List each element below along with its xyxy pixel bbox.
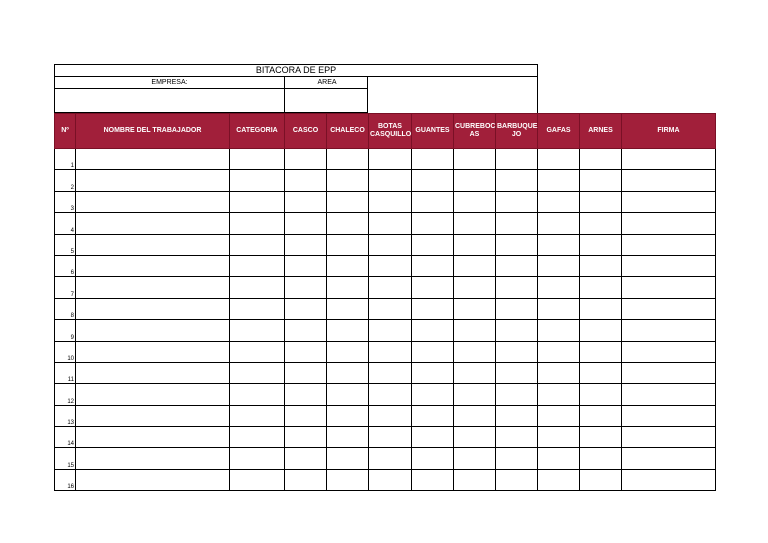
table-cell[interactable] <box>622 213 716 234</box>
row-number: 2 <box>55 170 76 191</box>
column-header: BARBUQUE JO <box>496 114 538 149</box>
table-cell[interactable] <box>622 277 716 298</box>
table-cell[interactable] <box>622 191 716 212</box>
table-cell[interactable] <box>580 277 622 298</box>
table-cell[interactable] <box>454 469 496 490</box>
table-cell[interactable] <box>412 320 454 341</box>
table-cell[interactable] <box>454 255 496 276</box>
table-cell[interactable] <box>327 469 369 490</box>
table-cell[interactable] <box>285 213 327 234</box>
table-cell[interactable] <box>538 255 580 276</box>
table-cell[interactable] <box>327 384 369 405</box>
table-cell[interactable] <box>230 384 285 405</box>
table-cell[interactable] <box>369 320 412 341</box>
table-row <box>55 170 716 191</box>
table-cell[interactable] <box>622 320 716 341</box>
table-cell[interactable] <box>412 427 454 448</box>
table-cell[interactable] <box>327 362 369 383</box>
column-header: NOMBRE DEL TRABAJADOR <box>76 114 230 149</box>
table-row <box>55 255 716 276</box>
table-cell[interactable] <box>580 191 622 212</box>
table-cell[interactable] <box>285 427 327 448</box>
table-cell[interactable] <box>285 341 327 362</box>
row-number: 4 <box>55 213 76 234</box>
table-cell[interactable] <box>369 298 412 319</box>
table-cell[interactable] <box>496 362 538 383</box>
table-cell[interactable] <box>285 191 327 212</box>
table-cell[interactable] <box>369 427 412 448</box>
table-header-row <box>55 114 716 149</box>
table-cell[interactable] <box>285 320 327 341</box>
table-cell[interactable] <box>538 448 580 469</box>
table-cell[interactable] <box>496 448 538 469</box>
table-cell[interactable] <box>412 448 454 469</box>
table-row <box>55 298 716 319</box>
table-cell[interactable] <box>538 362 580 383</box>
table-row <box>55 362 716 383</box>
table-cell[interactable] <box>230 341 285 362</box>
column-header: GAFAS <box>538 114 580 149</box>
table-cell[interactable] <box>412 405 454 426</box>
table-cell[interactable] <box>496 234 538 255</box>
row-number: 3 <box>55 191 76 212</box>
table-cell[interactable] <box>285 170 327 191</box>
row-number: 11 <box>55 362 76 383</box>
table-cell[interactable] <box>230 362 285 383</box>
table-cell[interactable] <box>230 427 285 448</box>
table-cell[interactable] <box>538 469 580 490</box>
table-cell[interactable] <box>412 234 454 255</box>
table-row <box>55 341 716 362</box>
row-number: 15 <box>55 448 76 469</box>
table-cell[interactable] <box>580 384 622 405</box>
table-cell[interactable] <box>454 213 496 234</box>
table-cell[interactable] <box>327 448 369 469</box>
table-cell[interactable] <box>327 298 369 319</box>
table-cell[interactable] <box>580 234 622 255</box>
table-cell[interactable] <box>538 427 580 448</box>
table-cell[interactable] <box>412 170 454 191</box>
column-header: CATEGORIA <box>230 114 285 149</box>
row-number: 12 <box>55 384 76 405</box>
info-section <box>54 77 368 113</box>
epp-log-table <box>54 113 716 491</box>
table-row <box>55 234 716 255</box>
table-cell[interactable] <box>327 255 369 276</box>
table-cell[interactable] <box>496 427 538 448</box>
table-cell[interactable] <box>285 448 327 469</box>
table-cell[interactable] <box>622 234 716 255</box>
table-cell[interactable] <box>76 469 230 490</box>
empresa-label: EMPRESA: <box>151 79 188 86</box>
table-cell[interactable] <box>454 405 496 426</box>
table-cell[interactable] <box>496 298 538 319</box>
area-label: AREA <box>284 77 369 88</box>
table-cell[interactable] <box>454 320 496 341</box>
document-title: BITACORA DE EPP <box>54 64 538 77</box>
table-cell[interactable] <box>369 234 412 255</box>
table-cell[interactable] <box>496 405 538 426</box>
table-cell[interactable] <box>622 405 716 426</box>
table-cell[interactable] <box>496 341 538 362</box>
table-cell[interactable] <box>412 149 454 170</box>
table-cell[interactable] <box>622 448 716 469</box>
table-cell[interactable] <box>285 384 327 405</box>
row-number: 10 <box>55 341 76 362</box>
column-header: CASCO <box>285 114 327 149</box>
row-number: 9 <box>55 320 76 341</box>
table-cell[interactable] <box>454 191 496 212</box>
table-cell[interactable] <box>538 341 580 362</box>
table-cell[interactable] <box>580 469 622 490</box>
table-cell[interactable] <box>327 191 369 212</box>
table-row <box>55 405 716 426</box>
table-row <box>55 191 716 212</box>
table-cell[interactable] <box>327 149 369 170</box>
table-cell[interactable] <box>496 213 538 234</box>
table-cell[interactable] <box>454 277 496 298</box>
table-cell[interactable] <box>580 170 622 191</box>
info-divider <box>55 88 367 89</box>
table-cell[interactable] <box>76 341 230 362</box>
table-cell[interactable] <box>76 320 230 341</box>
table-cell[interactable] <box>454 298 496 319</box>
table-cell[interactable] <box>369 362 412 383</box>
table-cell[interactable] <box>327 234 369 255</box>
table-cell[interactable] <box>76 448 230 469</box>
table-cell[interactable] <box>76 277 230 298</box>
table-cell[interactable] <box>580 298 622 319</box>
table-cell[interactable] <box>622 298 716 319</box>
table-cell[interactable] <box>285 362 327 383</box>
table-row <box>55 320 716 341</box>
row-number: 5 <box>55 234 76 255</box>
table-cell[interactable] <box>76 255 230 276</box>
table-cell[interactable] <box>538 149 580 170</box>
row-number: 16 <box>55 469 76 490</box>
table-cell[interactable] <box>454 448 496 469</box>
row-number: 6 <box>55 255 76 276</box>
table-row <box>55 469 716 490</box>
table-cell[interactable] <box>412 277 454 298</box>
table-cell[interactable] <box>412 362 454 383</box>
table-cell[interactable] <box>369 255 412 276</box>
table-cell[interactable] <box>369 469 412 490</box>
table-cell[interactable] <box>412 298 454 319</box>
column-header: BOTAS CASQUILLO <box>369 114 412 149</box>
table-cell[interactable] <box>412 384 454 405</box>
table-cell[interactable] <box>622 170 716 191</box>
table-cell[interactable] <box>285 298 327 319</box>
table-cell[interactable] <box>327 341 369 362</box>
table-cell[interactable] <box>580 255 622 276</box>
table-cell[interactable] <box>285 255 327 276</box>
table-cell[interactable] <box>285 405 327 426</box>
table-cell[interactable] <box>76 298 230 319</box>
table-cell[interactable] <box>412 469 454 490</box>
table-cell[interactable] <box>76 427 230 448</box>
table-cell[interactable] <box>622 255 716 276</box>
column-header: CUBREBOC AS <box>454 114 496 149</box>
table-cell[interactable] <box>230 448 285 469</box>
table-cell[interactable] <box>285 277 327 298</box>
table-cell[interactable] <box>230 191 285 212</box>
table-cell[interactable] <box>538 277 580 298</box>
table-cell[interactable] <box>496 149 538 170</box>
table-cell[interactable] <box>496 384 538 405</box>
table-cell[interactable] <box>538 213 580 234</box>
table-cell[interactable] <box>369 277 412 298</box>
table-cell[interactable] <box>230 277 285 298</box>
table-cell[interactable] <box>285 469 327 490</box>
table-cell[interactable] <box>580 320 622 341</box>
row-number: 1 <box>55 149 76 170</box>
table-cell[interactable] <box>230 298 285 319</box>
table-cell[interactable] <box>496 255 538 276</box>
table-cell[interactable] <box>327 405 369 426</box>
table-cell[interactable] <box>76 191 230 212</box>
table-row <box>55 448 716 469</box>
table-cell[interactable] <box>412 213 454 234</box>
row-number: 14 <box>55 427 76 448</box>
table-cell[interactable] <box>580 341 622 362</box>
table-cell[interactable] <box>580 405 622 426</box>
table-cell[interactable] <box>285 234 327 255</box>
table-row <box>55 213 716 234</box>
table-cell[interactable] <box>327 427 369 448</box>
table-cell[interactable] <box>622 341 716 362</box>
table-cell[interactable] <box>230 170 285 191</box>
table-cell[interactable] <box>230 469 285 490</box>
table-cell[interactable] <box>622 427 716 448</box>
column-header: CHALECO <box>327 114 369 149</box>
table-cell[interactable] <box>580 448 622 469</box>
table-cell[interactable] <box>496 170 538 191</box>
table-cell[interactable] <box>369 341 412 362</box>
table-cell[interactable] <box>76 384 230 405</box>
table-cell[interactable] <box>622 469 716 490</box>
row-number: 13 <box>55 405 76 426</box>
table-cell[interactable] <box>538 191 580 212</box>
table-cell[interactable] <box>76 362 230 383</box>
column-header: GUANTES <box>412 114 454 149</box>
table-cell[interactable] <box>538 320 580 341</box>
table-cell[interactable] <box>230 213 285 234</box>
table-cell[interactable] <box>538 234 580 255</box>
table-cell[interactable] <box>230 255 285 276</box>
table-cell[interactable] <box>327 170 369 191</box>
table-cell[interactable] <box>230 234 285 255</box>
info-column-divider <box>284 88 285 112</box>
table-cell[interactable] <box>454 384 496 405</box>
table-cell[interactable] <box>580 362 622 383</box>
column-header: ARNES <box>580 114 622 149</box>
table-cell[interactable] <box>454 234 496 255</box>
table-body <box>55 149 716 491</box>
table-cell[interactable] <box>496 469 538 490</box>
table-cell[interactable] <box>369 405 412 426</box>
table-cell[interactable] <box>622 149 716 170</box>
table-cell[interactable] <box>369 448 412 469</box>
table-cell[interactable] <box>622 362 716 383</box>
table-cell[interactable] <box>230 320 285 341</box>
table-cell[interactable] <box>230 405 285 426</box>
table-cell[interactable] <box>412 191 454 212</box>
table-cell[interactable] <box>76 234 230 255</box>
table-cell[interactable] <box>76 170 230 191</box>
table-row <box>55 149 716 170</box>
table-cell[interactable] <box>580 213 622 234</box>
table-cell[interactable] <box>327 320 369 341</box>
table-cell[interactable] <box>76 405 230 426</box>
table-cell[interactable] <box>538 405 580 426</box>
title-extension-border <box>368 77 538 113</box>
table-cell[interactable] <box>622 384 716 405</box>
row-number: 8 <box>55 298 76 319</box>
table-cell[interactable] <box>496 191 538 212</box>
table-cell[interactable] <box>369 384 412 405</box>
table-cell[interactable] <box>454 170 496 191</box>
table-cell[interactable] <box>580 427 622 448</box>
table-cell[interactable] <box>369 170 412 191</box>
table-cell[interactable] <box>412 255 454 276</box>
row-number: 7 <box>55 277 76 298</box>
table-cell[interactable] <box>369 149 412 170</box>
table-cell[interactable] <box>412 341 454 362</box>
table-cell[interactable] <box>538 384 580 405</box>
column-header: Nº <box>55 114 76 149</box>
table-cell[interactable] <box>538 298 580 319</box>
table-cell[interactable] <box>76 149 230 170</box>
table-cell[interactable] <box>285 149 327 170</box>
table-row <box>55 384 716 405</box>
table-cell[interactable] <box>454 427 496 448</box>
table-cell[interactable] <box>327 213 369 234</box>
table-cell[interactable] <box>76 213 230 234</box>
table-cell[interactable] <box>327 277 369 298</box>
table-cell[interactable] <box>369 191 412 212</box>
table-cell[interactable] <box>496 277 538 298</box>
table-cell[interactable] <box>580 149 622 170</box>
table-cell[interactable] <box>454 149 496 170</box>
table-cell[interactable] <box>454 362 496 383</box>
table-cell[interactable] <box>369 213 412 234</box>
column-header: FIRMA <box>622 114 716 149</box>
table-row <box>55 427 716 448</box>
table-cell[interactable] <box>454 341 496 362</box>
table-cell[interactable] <box>496 320 538 341</box>
table-row <box>55 277 716 298</box>
table-cell[interactable] <box>230 149 285 170</box>
table-cell[interactable] <box>538 170 580 191</box>
